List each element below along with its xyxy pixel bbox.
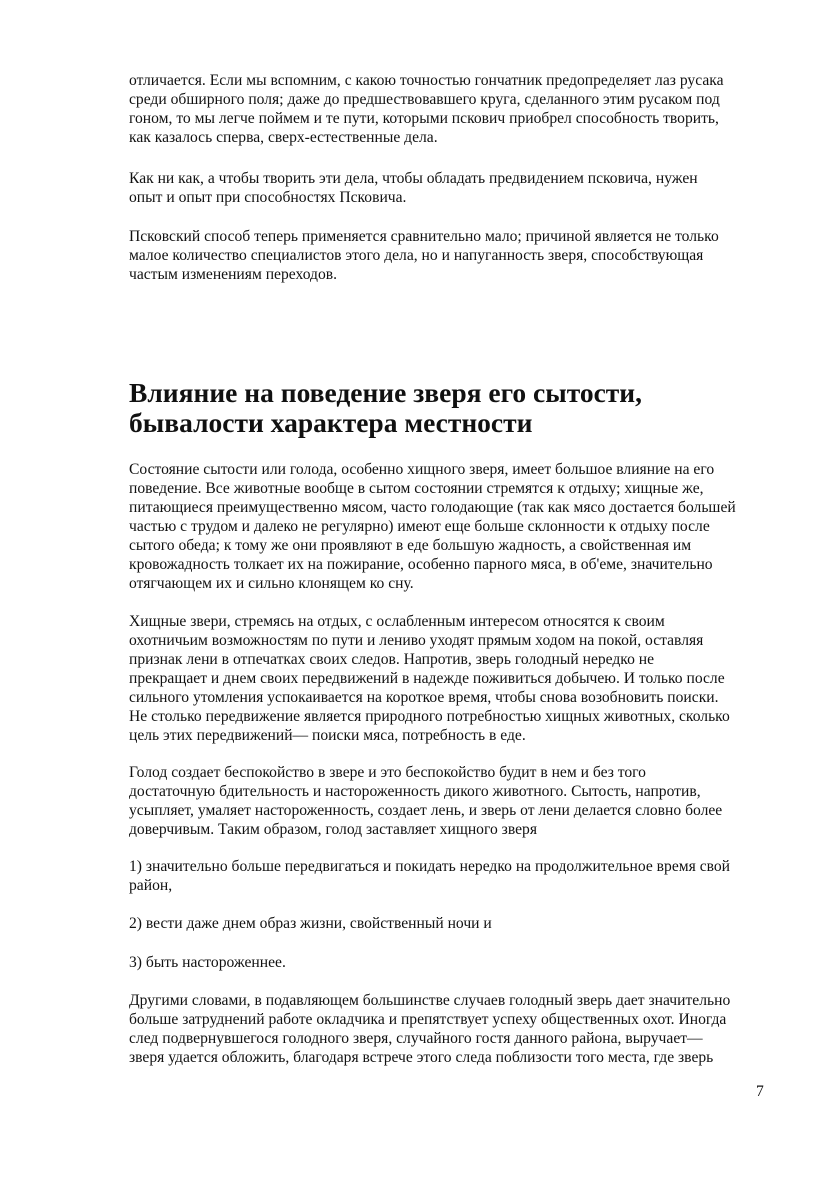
paragraph-3: Псковский способ теперь применяется сравнительно мало; причиной является не только малое количество специалистов этого дела, но и напуганность зверя, способствующая частым изменениям переходов.	[129, 228, 719, 283]
paragraph-4: Состояние сытости или голода, особенно хищного зверя, имеет большое влияние на его поведение. Все животные вообще в сытом состоянии стремятся к отдыху; хищные же, питающиеся преимущественно мясом, часто голодающие (так как мясо достается большей частью с трудом и далеко не регулярно) имеют еще больше склонности к отдыху после сытого обеда; к тому же они проявляют в еде большую жадность, а свойственная им кровожадность толкает их на пожирание, особенно парного мяса, в об'еме, значительно отягчающем их и сильно клонящем ко сну.	[129, 461, 736, 592]
paragraph-2: Как ни как, а чтобы творить эти дела, чтобы обладать предвидением псковича, нужен опыт и опыт при способностях Псковича.	[129, 170, 698, 206]
paragraph-6: Голод создает беспокойство в звере и это беспокойство будит в нем и без того достаточную бдительность и настороженность дикого животного. Сытость, напротив, усыпляет, умаляет настороженность, создает лень, и зверь от лени делается словно более доверчивым. Таким образом, голод заставляет хищного зверя	[129, 764, 723, 838]
list-item-2: 2) вести даже днем образ жизни, свойственный ночи и	[129, 915, 492, 932]
section-heading: Влияние на поведение зверя его сытости, бывалости характера местности	[129, 377, 643, 438]
paragraph-5: Хищные звери, стремясь на отдых, с ослабленным интересом относятся к своим охотничьим возможностям по пути и лениво уходят прямым ходом на покой, оставляя признак лени в отпечатках своих следов. Напротив, зверь голодный нередко не прекращает и днем своих передвижений в надежде поживиться добычею. И только после сильного утомления успокаивается на короткое время, чтобы снова возобновить поиски. Не столько передвижение является природного потребностью хищных животных, сколько цель этих передвижений— поиски мяса, потребность в еде.	[129, 613, 730, 744]
list-item-1: 1) значительно больше передвигаться и покидать нередко на продолжительное время свой район,	[129, 858, 731, 894]
paragraph-7: Другими словами, в подавляющем большинстве случаев голодный зверь дает значительно больше затруднений работе окладчика и препятствует успеху общественных охот. Иногда след подвернувшегося голодного зверя, случайного гостя данного района, выручает— зверя удается обложить, благодаря встрече этого следа поблизости того места, где зверь	[129, 992, 731, 1066]
page-number: 7	[756, 1083, 764, 1100]
paragraph-1: отличается. Если мы вспомним, с какою точностью гончатник предопределяет лаз русака среди обширного поля; даже до предшествовавшего круга, сделанного этим русаком под гоном, то мы легче поймем и те пути, которыми пскович приобрел способность творить, как казалось сперва, сверх-естественные дела.	[129, 72, 724, 146]
list-item-3: 3) быть настороженнее.	[129, 954, 286, 971]
